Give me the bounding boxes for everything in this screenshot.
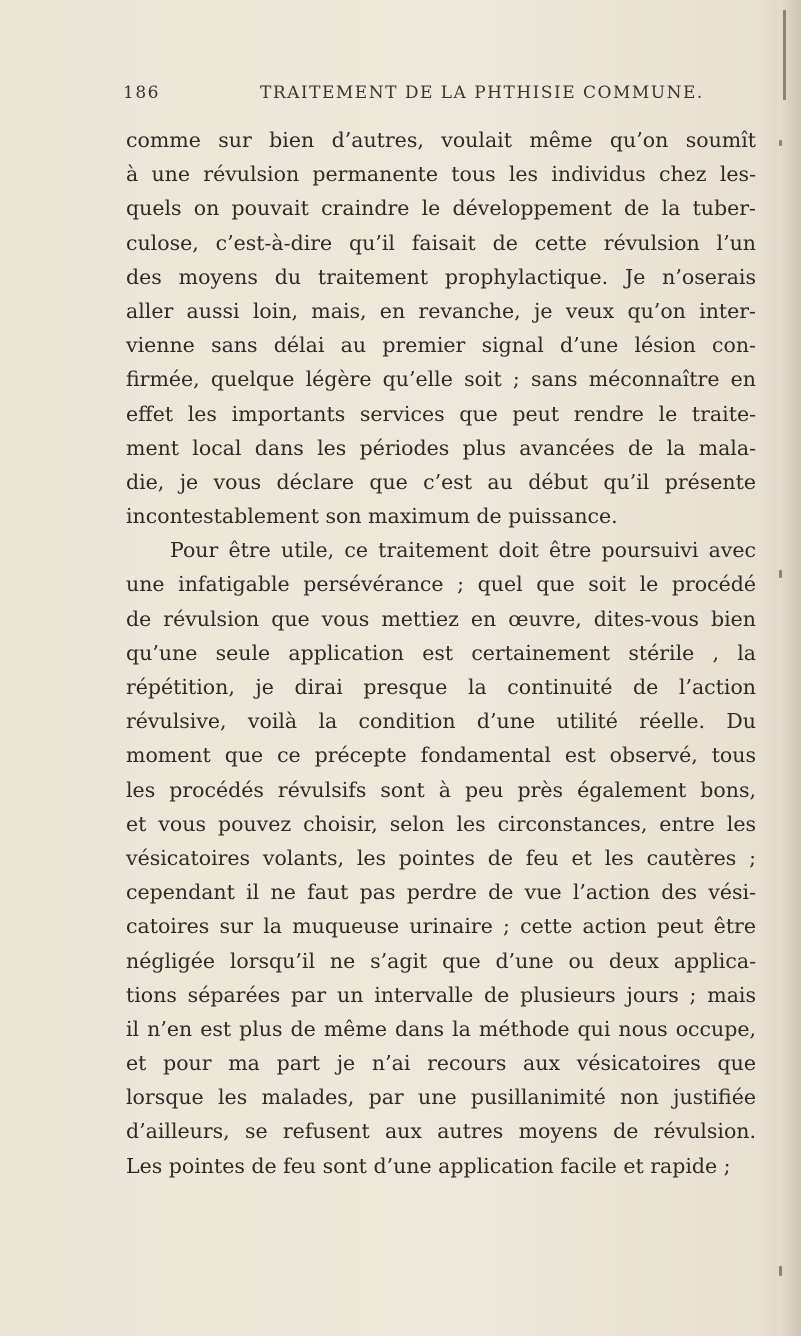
text-line: lorsque les malades, par une pusillanimité non justifiée	[126, 1085, 756, 1110]
text-line: Les pointes de feu sont d’une application facile et rapide ;	[126, 1153, 731, 1178]
text-line: effet les importants services que peut rendre le traite-	[126, 401, 756, 426]
text-line: vienne sans délai au premier signal d’une lésion con-	[126, 333, 756, 358]
text-line: firmée, quelque légère qu’elle soit ; sans méconnaître en	[126, 367, 756, 392]
text-line: catoires sur la muqueuse urinaire ; cette action peut être	[126, 914, 756, 939]
text-line: qu’une seule application est certainement stérile , la	[126, 640, 756, 665]
text-line: les procédés révulsifs sont à peu près également bons,	[126, 777, 756, 802]
text-line: d’ailleurs, se refusent aux autres moyens de révulsion.	[126, 1119, 756, 1144]
text-line: die, je vous déclare que c’est au début qu’il présente	[126, 469, 756, 494]
paragraph	[126, 533, 756, 1183]
edge-mark	[779, 140, 782, 146]
running-title: TRAITEMENT DE LA PHTHISIE COMMUNE.	[260, 83, 704, 103]
text-line: incontestablement son maximum de puissance.	[126, 504, 618, 529]
text-line: vésicatoires volants, les pointes de feu et les cautères ;	[126, 845, 756, 870]
paragraph	[126, 123, 756, 533]
text-line: une infatigable persévérance ; quel que soit le procédé	[126, 572, 756, 597]
text-line: cependant il ne faut pas perdre de vue l’action des vési-	[126, 880, 756, 905]
text-line: des moyens du traitement prophylactique. Je n’oserais	[126, 264, 756, 289]
text-line: de révulsion que vous mettiez en œuvre, dites-vous bien	[126, 606, 756, 631]
edge-mark	[779, 1266, 782, 1276]
text-line: et pour ma part je n’ai recours aux vésicatoires que	[126, 1051, 756, 1076]
text-line: et vous pouvez choisir, selon les circonstances, entre les	[126, 811, 756, 836]
page-number: 186	[123, 83, 160, 103]
text-line: culose, c’est-à-dire qu’il faisait de cette révulsion l’un	[126, 230, 756, 255]
text-line: répétition, je dirai presque la continuité de l’action	[126, 675, 756, 699]
text-line: moment que ce précepte fondamental est observé, tous	[126, 743, 756, 768]
running-header	[123, 83, 759, 111]
text-line: quels on pouvait craindre le développement de la tuber-	[126, 196, 756, 221]
text-line: Pour être utile, ce traitement doit être poursuivi avec	[170, 538, 756, 563]
text-line: négligée lorsqu’il ne s’agit que d’une ou deux applica-	[126, 948, 756, 973]
text-line: révulsive, voilà la condition d’une utilité réelle. Du	[126, 709, 756, 734]
body-text	[126, 123, 756, 1183]
text-line: ment local dans les périodes plus avancées de la mala-	[126, 435, 756, 460]
text-line: tions séparées par un intervalle de plusieurs jours ; mais	[126, 982, 756, 1007]
edge-mark	[783, 10, 786, 100]
text-line: comme sur bien d’autres, voulait même qu’on soumît	[126, 128, 756, 152]
page-edge	[779, 0, 801, 1336]
text-line: aller aussi loin, mais, en revanche, je veux qu’on inter-	[126, 298, 756, 323]
text-line: à une révulsion permanente tous les individus chez les-	[126, 162, 756, 187]
edge-mark	[779, 570, 782, 578]
text-line: il n’en est plus de même dans la méthode qui nous occupe,	[126, 1016, 756, 1041]
